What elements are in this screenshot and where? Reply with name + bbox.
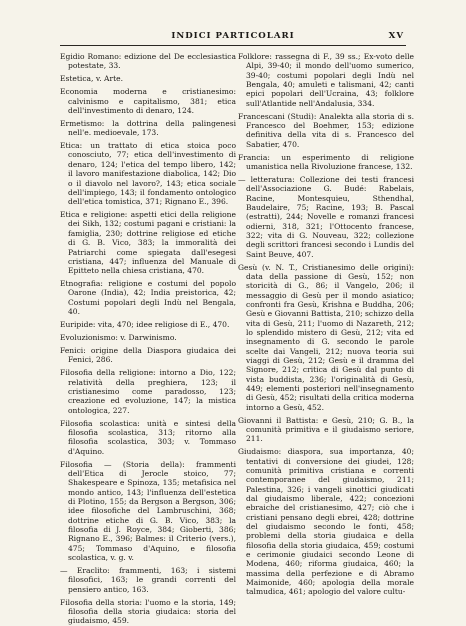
index-entry: Ermetismo: la dottrina della palingenesi nell'e. medioevale, 173. [60,118,236,138]
index-entry: Egidio Romano: edizione del De ecclesiastica potestate, 33. [60,52,236,71]
index-entry: Estetica, v. Arte. [60,74,123,84]
index-entry: Euripide: vita, 470; idee religiose di E., 470. [60,320,230,330]
index-entry: Etica e religione: aspetti etici della religione dei Sikh, 132; costumi pagani e cristiani: la famiglia, 230; dottrine religiose ed etiche di G. B. Vico, 383; la immoralità dei Patriarchi come spiegata dall'esegesi cristiana, 447; influenza del Manuale di Epitteto nella chiesa cristiana, 470. [60,210,236,276]
index-column-right [238,52,414,597]
running-header [60,31,406,46]
index-column-left [60,52,236,626]
index-entry: Giudaismo: diaspora, sua importanza, 40; tentativi di conversione dei giudei, 128; comunità primitiva cristiana e correnti contemporanee del giudaismo, 211; Palestina, 326; i vangeli sinottici giudicati dal giudaismo liberale, 422; concezioni ebraiche del cristianesimo, 427; ciò che i cristiani pensano degli ebrei, 428; dottrine del giudaismo secondo le fonti, 458; problemi della storia giudaica e della filosofia della storia giudaica, 459; costumi e cerimonie giudaici secondo Leone di Modena, 460; riforma giudaica, 460; la massima della perfezione e di Abramo Maimonide, 460; apologia della morale talmudica, 461; apologio del valore cultu- [238,447,414,597]
index-entry: Etnografia: religione e costumi del popolo Oarone (India), 42; India preistorica, 42; Costumi popolari degli Indù nel Bengala, 40. [60,279,236,317]
index-entry: Fenici: origine della Diaspora giudaica dei Fenici, 286. [60,345,236,365]
index-entry: Gesù (v. N. T., Cristianesimo delle origini): data della passione di Gesù, 152; non storicità di G., 86; il Vangelo, 206; il messaggio di Gesù per il mondo asiatico; confronti fra Gesù, Krishna e Buddha, 206; Gesù e Giovanni Battista, 210; schizzo della vita di Gesù, 211; l'uomo di Nazareth, 212; lo splendido mistero di Gesù, 212; vita ed insegnamento di G. secondo le parole scelte dai Vangeli, 212; nuova teoria sui viaggi di Gesù, 212; Gesù e il dramma del Signore, 212; critica di Gesù dal punto di vista buddista, 236; l'originalità di Gesù, 449; elementi posteriori nell'insegnamento di Gesù, 452; risultati della critica moderna intorno a Gesù, 452. [238,262,414,412]
index-entry: Francescani (Studi): Analekta alla storia di s. Francesco del Boehmer, 153; edizione definitiva della vita di s. Francesco del Sabatier, 470. [238,111,414,149]
index-entry: Economia moderna e cristianesimo: calvinismo e capitalismo, 381; etica dell'investimento di denaro, 124. [60,87,236,115]
index-entry: Folklore: rassegna di F., 39 ss.; Ex-voto delle Alpi, 39-40; il mondo dell'uomo sumerico, 39-40; costumi popolari degli Indù nel Bengala, 40; amuleti e talismani, 42; canti epici popolari dell'Ucraina, 43; folklore sull'Atlantide nell'Andalusia, 334. [238,52,414,108]
index-entry: Etica: un trattato di etica stoica poco conosciuto, 77; etica dell'investimento di denaro, 124; l'etica del tempo libero, 142; il lavoro manifestazione diabolica, 142; Dio o il diavolo nel lavoro?, 143; etica sociale dell'impiego, 143; il fondamento ontologico dell'etica tomistica, 371; Rignano E., 396. [60,141,236,207]
index-entry: Giovanni il Battista: e Gesù, 210; G. B., la comunità primitiva e il giudaismo seriore, 211. [238,415,414,444]
index-entry: — letteratura: Collezione dei testi francesi dell'Associazione G. Budé: Rabelais, Racine, Montesquieu, Sthendhal, Baudelaire, 75; Racine, 193; B. Pascal (estratti), 244; Novelle e romanzi francesi odierni, 318, 321; l'Ottocento francese, 322; vita di G. Nouveau, 322; collezione degli scrittori francesi secondo i Lundis del Saint Beuve, 407. [238,174,414,259]
index-entry: Filosofia della storia: l'uomo e la storia, 149; filosofia della storia giudaica: storia del giudaismo, 459. [60,597,236,626]
index-entry: Filosofia scolastica: unità e sintesi della filosofia scolastica, 313; ritorno alla filosofia scolastica, 303; v. Tommaso d'Aquino. [60,418,236,456]
index-entry: — Eraclito: frammenti, 163; i sistemi filosofici, 163; le grandi correnti del pensiero antico, 163. [60,565,236,594]
index-entry: Filosofia — (Storia della): frammenti dell'Etica di Jerocle stoico, 77; Shakespeare e Spinoza, 135; metafisica nel mondo antico, 143; l'influenza dell'estetica di Plotino, 155; da Bergson a Bergson, 306; idee filosofiche del Lambruschini, 368; dottrine etiche di G. B. Vico, 383; la filosofia di J. Royce, 384; Gioberti, 386; Rignano E., 396; Balmes: il Criterio (vers.), 475; Tommaso d'Aquino, e filosofia scolastica, v. g. v. [60,459,236,562]
page-number: XV [388,31,404,41]
index-entry: Filosofia della religione: intorno a Dio, 122; relatività della preghiera, 123; il cristianesimo come paradosso, 123; creazione ed evoluzione, 147; la mistica ontologica, 227. [60,368,236,415]
index-entry: Francia: un esperimento di religione umanistica nella Rivoluzione francese, 132. [238,152,414,171]
index-entry: Evoluzionismo: v. Darwinismo. [60,333,177,343]
header-title: INDICI PARTICOLARI [171,31,295,41]
